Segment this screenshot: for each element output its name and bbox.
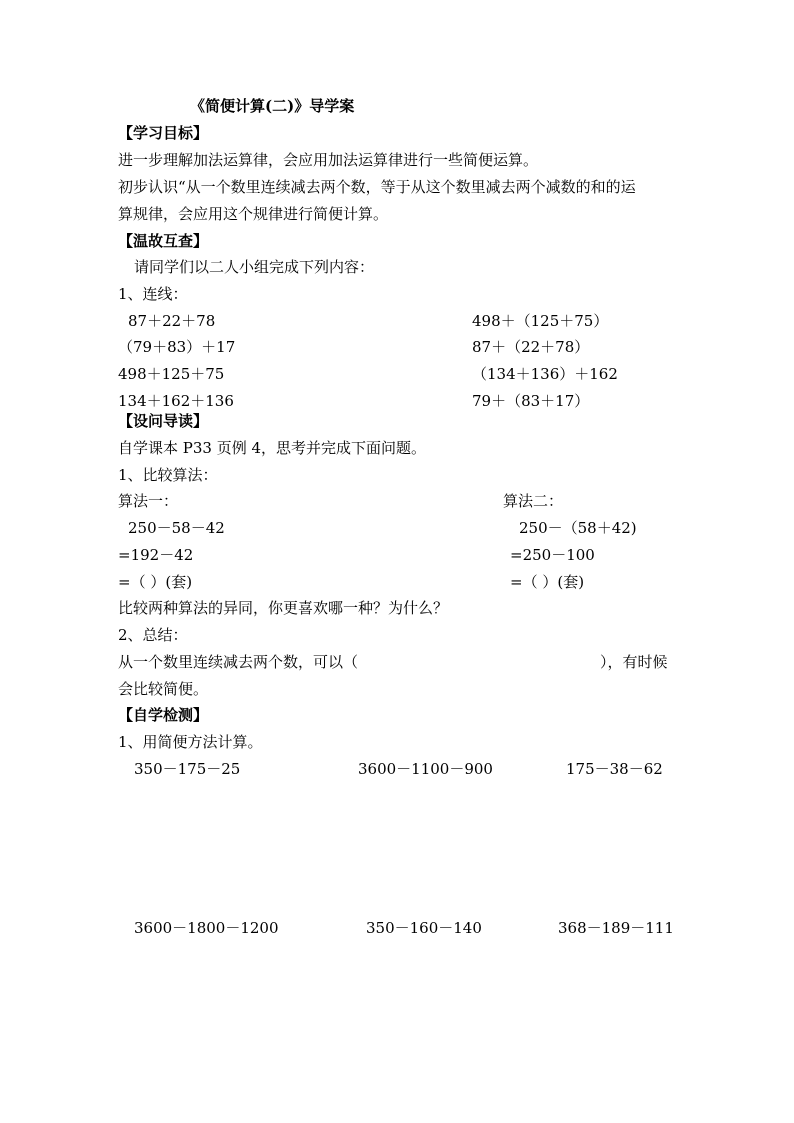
- goals-line-3: 算规律，会应用这个规律进行简便计算。: [118, 205, 389, 223]
- summary-text-start: 从一个数里连续减去两个数，可以（: [118, 653, 359, 671]
- match-left-1: 87＋22＋78: [128, 312, 216, 330]
- goals-line-1: 进一步理解加法运算律，会应用加法运算律进行一些简便运算。: [118, 151, 539, 169]
- match-left-2: （79＋83）＋17: [118, 338, 236, 356]
- match-left-4: 134＋162＋136: [118, 392, 234, 410]
- guide-task-2: 2、总结：: [118, 626, 188, 644]
- guide-heading: 【设问导读】: [118, 412, 209, 430]
- check-heading: 【自学检测】: [118, 706, 209, 724]
- review-intro: 请同学们以二人小组完成下列内容：: [134, 258, 375, 276]
- exercise-3: 175－38－62: [566, 760, 663, 778]
- exercise-4: 3600－1800－1200: [134, 919, 279, 937]
- match-left-3: 498＋125＋75: [118, 365, 225, 383]
- method1-step-1: 250－58－42: [128, 519, 225, 537]
- check-task: 1、用简便方法计算。: [118, 733, 263, 751]
- exercise-2: 3600－1100－900: [358, 760, 493, 778]
- summary-text-end: ），有时候: [600, 653, 668, 671]
- exercise-1: 350－175－25: [134, 760, 241, 778]
- guide-task-1: 1、比较算法：: [118, 466, 218, 484]
- summary-text-continued: 会比较简便。: [118, 680, 209, 698]
- match-right-4: 79＋（83＋17）: [472, 392, 590, 410]
- match-right-3: （134＋136）＋162: [472, 365, 618, 383]
- match-right-1: 498＋（125＋75）: [472, 312, 609, 330]
- method1-step-2: =192－42: [118, 546, 194, 564]
- goals-line-2: 初步认识“从一个数里连续减去两个数，等于从这个数里减去两个减数的和的运: [118, 178, 636, 196]
- method2-step-3: =（ ）(套): [510, 573, 585, 591]
- match-right-2: 87＋（22＋78）: [472, 338, 590, 356]
- method1-step-3: =（ ）(套): [118, 573, 193, 591]
- exercise-6: 368－189－111: [558, 919, 674, 937]
- review-heading: 【温故互查】: [118, 232, 209, 250]
- method1-label: 算法一：: [118, 492, 179, 510]
- page-title: 《简便计算(二)》导学案: [190, 97, 355, 115]
- review-task: 1、连线：: [118, 285, 188, 303]
- guide-intro: 自学课本 P33 页例 4，思考并完成下面问题。: [118, 439, 427, 457]
- method2-label: 算法二：: [503, 492, 564, 510]
- method2-step-2: =250－100: [510, 546, 595, 564]
- goals-heading: 【学习目标】: [118, 124, 209, 142]
- compare-question: 比较两种算法的异同，你更喜欢哪一种？为什么？: [118, 599, 449, 617]
- exercise-5: 350－160－140: [366, 919, 482, 937]
- method2-step-1: 250－（58＋42): [519, 519, 637, 537]
